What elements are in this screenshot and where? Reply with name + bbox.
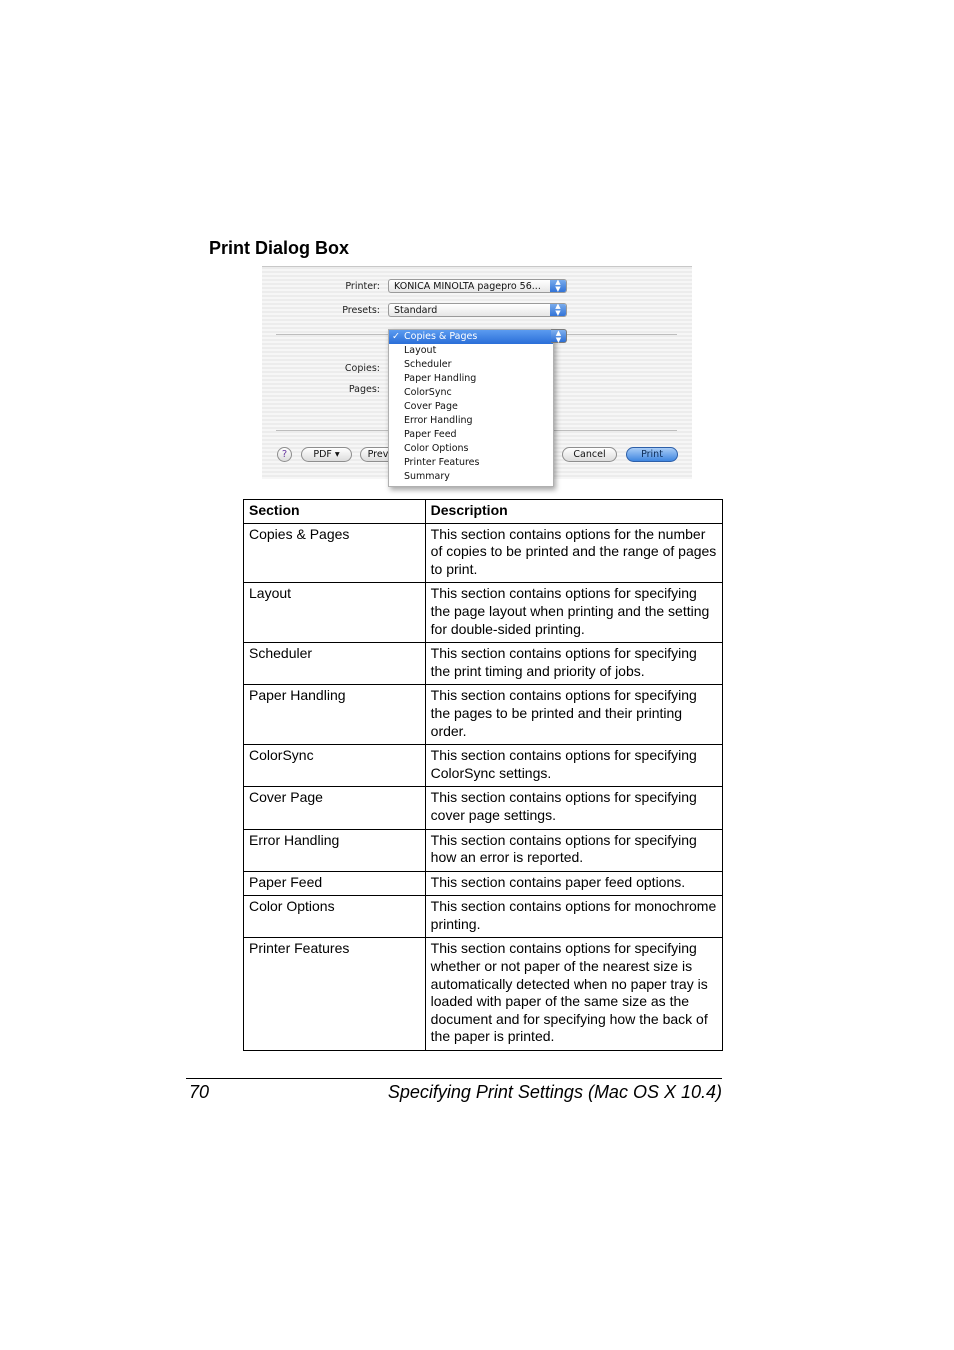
section-heading: Print Dialog Box bbox=[209, 238, 350, 258]
column-header-description: Description bbox=[425, 500, 722, 524]
checkmark-icon: ✓ bbox=[392, 331, 400, 342]
divider bbox=[276, 430, 388, 431]
menu-item-colorsync[interactable]: ColorSync bbox=[404, 387, 452, 398]
table-row bbox=[244, 643, 723, 685]
section-cell: ColorSync bbox=[244, 745, 426, 787]
description-cell: This section contains options for specifying the page layout when printing and the setting for double-sided printing. bbox=[425, 583, 722, 643]
description-cell: This section contains options for monochrome printing. bbox=[425, 896, 722, 938]
table-header-row bbox=[244, 500, 723, 524]
description-cell: This section contains options for specifying whether or not paper of the nearest size is automatically detected when no paper tray is loaded with paper of the same size as the document and for specifying how the back of the paper is printed. bbox=[425, 938, 722, 1051]
menu-item-paper-feed[interactable]: Paper Feed bbox=[404, 429, 457, 440]
description-cell: This section contains options for specifying how an error is reported. bbox=[425, 829, 722, 871]
popup-arrows-icon: ▲ ▼ bbox=[550, 303, 566, 317]
table-row bbox=[244, 583, 723, 643]
table-row bbox=[244, 745, 723, 787]
section-cell: Copies & Pages bbox=[244, 523, 426, 583]
page-number: 70 bbox=[189, 1082, 210, 1102]
section-cell: Color Options bbox=[244, 896, 426, 938]
print-button[interactable]: Print bbox=[626, 447, 678, 462]
printer-popup[interactable] bbox=[388, 279, 567, 293]
presets-label: Presets: bbox=[342, 305, 380, 316]
menu-item-copies-pages[interactable] bbox=[389, 330, 553, 344]
printer-label: Printer: bbox=[345, 281, 380, 292]
divider bbox=[276, 334, 388, 335]
print-dialog-screenshot bbox=[262, 266, 692, 482]
menu-item-color-options[interactable]: Color Options bbox=[404, 443, 469, 454]
preview-button[interactable]: Prev bbox=[360, 447, 396, 462]
section-cell: Scheduler bbox=[244, 643, 426, 685]
description-cell: This section contains paper feed options. bbox=[425, 871, 722, 896]
description-cell: This section contains options for specifying ColorSync settings. bbox=[425, 745, 722, 787]
menu-item-summary[interactable]: Summary bbox=[404, 471, 450, 482]
table-row bbox=[244, 685, 723, 745]
description-cell: This section contains options for specifying cover page settings. bbox=[425, 787, 722, 829]
section-description-table bbox=[243, 499, 723, 1051]
help-button[interactable]: ? bbox=[277, 447, 292, 462]
presets-popup[interactable] bbox=[388, 303, 567, 317]
printer-value: KONICA MINOLTA pagepro 56... bbox=[394, 281, 541, 292]
menu-item-paper-handling[interactable]: Paper Handling bbox=[404, 373, 477, 384]
menu-item-scheduler[interactable]: Scheduler bbox=[404, 359, 452, 370]
divider bbox=[552, 430, 677, 431]
section-cell: Error Handling bbox=[244, 829, 426, 871]
menu-item-layout[interactable]: Layout bbox=[404, 345, 437, 356]
footer-title: Specifying Print Settings (Mac OS X 10.4) bbox=[387, 1082, 722, 1102]
popup-arrows-icon: ▲ ▼ bbox=[550, 279, 566, 293]
menu-item-cover-page[interactable]: Cover Page bbox=[404, 401, 458, 412]
copies-label: Copies: bbox=[344, 363, 380, 374]
section-menu bbox=[388, 329, 554, 487]
cancel-button[interactable]: Cancel bbox=[562, 447, 617, 462]
menu-item-printer-features[interactable]: Printer Features bbox=[404, 457, 480, 468]
divider bbox=[567, 334, 677, 335]
pdf-button[interactable]: PDF ▾ bbox=[301, 447, 352, 462]
description-cell: This section contains options for the number of copies to be printed and the range of pages to print. bbox=[425, 523, 722, 583]
table-row bbox=[244, 896, 723, 938]
section-cell: Cover Page bbox=[244, 787, 426, 829]
popup-arrows-icon: ▲ ▼ bbox=[551, 329, 567, 343]
table-row bbox=[244, 829, 723, 871]
pages-label: Pages: bbox=[348, 384, 380, 395]
description-cell: This section contains options for specifying the print timing and priority of jobs. bbox=[425, 643, 722, 685]
description-cell: This section contains options for specifying the pages to be printed and their printing order. bbox=[425, 685, 722, 745]
presets-value: Standard bbox=[394, 305, 438, 316]
table-row bbox=[244, 938, 723, 1051]
column-header-section: Section bbox=[244, 500, 426, 524]
footer-divider bbox=[186, 1078, 722, 1079]
table-row bbox=[244, 871, 723, 896]
section-cell: Printer Features bbox=[244, 938, 426, 1051]
menu-item-error-handling[interactable]: Error Handling bbox=[404, 415, 473, 426]
table-row bbox=[244, 523, 723, 583]
menu-item-label: Copies & Pages bbox=[404, 331, 478, 342]
table-row bbox=[244, 787, 723, 829]
section-cell: Paper Feed bbox=[244, 871, 426, 896]
section-cell: Paper Handling bbox=[244, 685, 426, 745]
section-cell: Layout bbox=[244, 583, 426, 643]
